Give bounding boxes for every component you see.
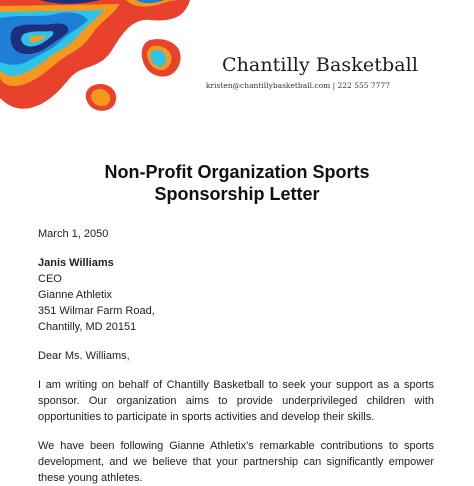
- letter-date: March 1, 2050: [38, 228, 109, 240]
- letter-body: [38, 226, 434, 486]
- recipient-address-line-1: 351 Wilmar Farm Road,: [38, 305, 155, 317]
- paragraph-2: We have been following Gianne Athletix's remarkable contributions to sports development, and we believe that your partnership can significantly empower these young athletes.: [38, 440, 434, 484]
- recipient-company: Gianne Athletix: [38, 289, 112, 301]
- salutation: Dear Ms. Williams,: [38, 350, 130, 362]
- decorative-abstract-art: [0, 0, 190, 116]
- recipient-address-line-2: Chantilly, MD 20151: [38, 321, 137, 333]
- recipient-position: CEO: [38, 273, 62, 285]
- contact-line: kristen@chantillybasketball.com | 222 555 7777: [205, 81, 390, 90]
- company-name: Chantilly Basketball: [221, 54, 418, 76]
- title-line-2: Sponsorship Letter: [154, 184, 320, 204]
- paragraph-1: I am writing on behalf of Chantilly Basketball to seek your support as a sports sponsor. Our organization aims to provide underprivileged children with opportunities to participate in sports activities and develop their skills.: [38, 379, 434, 423]
- title-line-1: Non-Profit Organization Sports: [104, 162, 370, 182]
- document-title: [60, 161, 414, 205]
- recipient-name: Janis Williams: [38, 257, 114, 269]
